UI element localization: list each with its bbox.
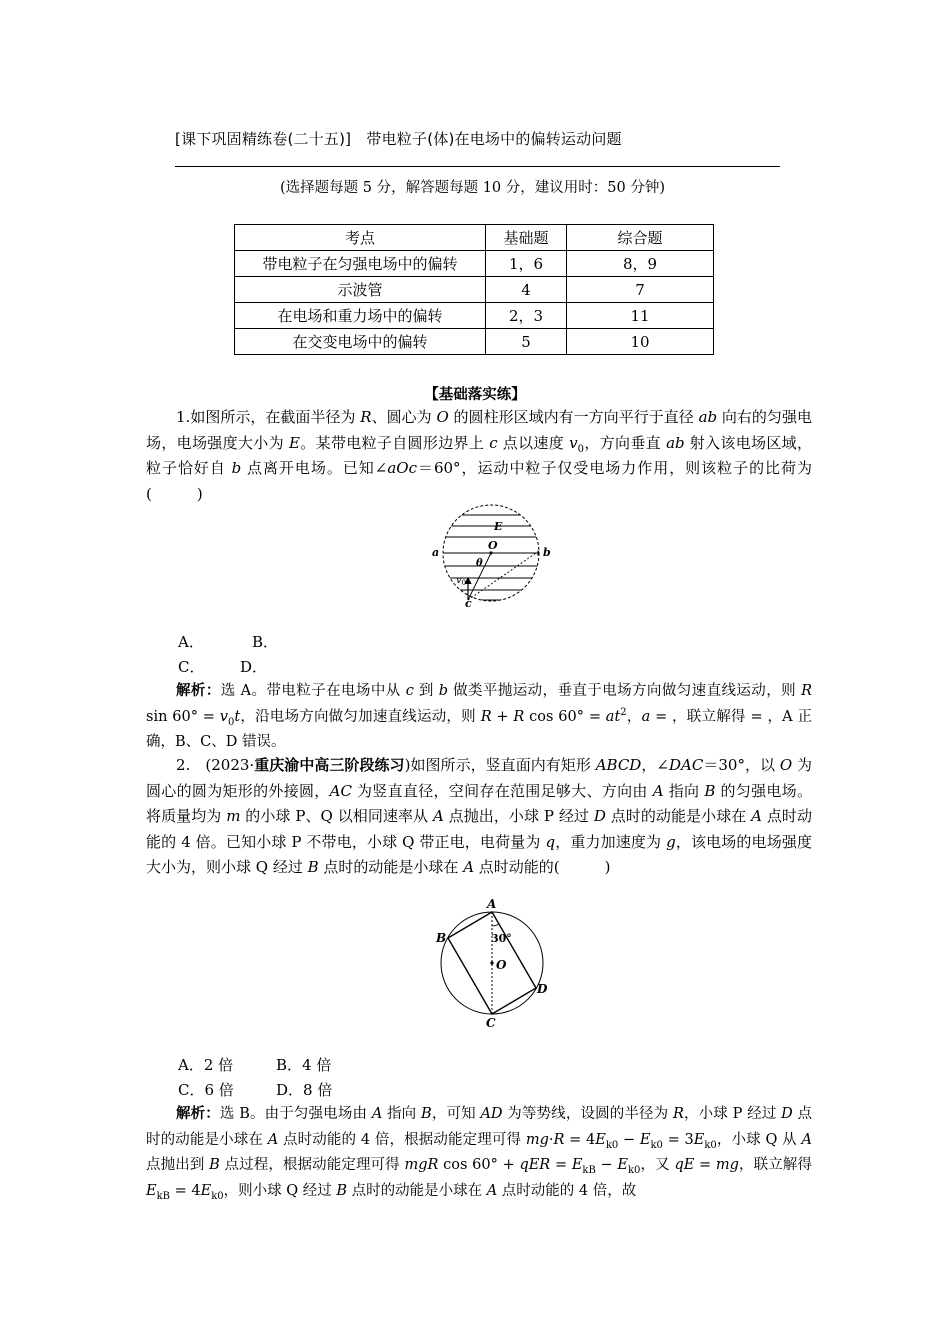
figure-2-angle-label: 30° [491, 932, 512, 945]
question-2-options-row-1 [178, 1054, 331, 1075]
table-cell: 5 [486, 329, 567, 355]
figure-2-rectangle-circle [430, 896, 555, 1028]
page-title: [课下巩固精练卷(二十五)] 带电粒子(体)在电场中的偏转运动问题 [175, 130, 622, 148]
option-c[interactable]: C．6 倍 [178, 1081, 234, 1099]
option-d[interactable]: D．8 倍 [276, 1081, 333, 1099]
figure-1-label-a: a [432, 546, 440, 559]
table-cell: 示波管 [235, 277, 486, 303]
question-2-options-row-2 [178, 1079, 332, 1100]
table-cell: 在交变电场中的偏转 [235, 329, 486, 355]
figure-1-label-v0: $v_0$ [456, 575, 467, 587]
table-row [235, 251, 714, 277]
question-1-options-row-2 [178, 656, 267, 677]
topic-table [234, 224, 714, 355]
figure-2-label-O: O [496, 958, 507, 972]
table-header-row [235, 225, 714, 251]
table-cell: 带电粒子在匀强电场中的偏转 [235, 251, 486, 277]
figure-2-label-D: D [537, 982, 548, 996]
option-d[interactable]: D． [240, 658, 268, 676]
question-1-analysis: 解析：选 A。带电粒子在电场中从 c 到 b 做类平抛运动，垂直于电场方向做匀速直线运动，则 R $\sin 60^\circ = v_0t$，沿电场方向做匀加速直线运动，则 R + R $\cos 60^\circ = at^2$，a = ，联立解得 = ，A 正确，B、C、D 错误。 [146, 682, 812, 750]
time-note: (选择题每题 5 分，解答题每题 10 分，建议用时：50 分钟) [280, 180, 665, 196]
table-cell: 8，9 [567, 251, 714, 277]
option-b[interactable]: B． [252, 633, 279, 651]
question-1-stem: 1.如图所示，在截面半径为 R、圆心为 O 的圆柱形区域内有一方向平行于直径 ab 向右的匀强电场，电场强度大小为 E。某带电粒子自圆形边界上 c 点以速度 $v_0$，方向垂直 ab 射入该电场区域，粒子恰好自 b 点离开电场。已知∠aOc＝60°，运动中粒子仅受电场力作用，则该粒子的比荷为( ) [146, 408, 812, 503]
section-heading: 【基础落实练】 [424, 387, 526, 403]
table-header: 考点 [235, 225, 486, 251]
table-row [235, 303, 714, 329]
table-header: 综合题 [567, 225, 714, 251]
table-header: 基础题 [486, 225, 567, 251]
analysis-label: 解析： [176, 1105, 220, 1122]
question-1 [146, 405, 812, 507]
table-cell: 11 [567, 303, 714, 329]
figure-1-label-b: b [543, 546, 551, 559]
figure-2-label-A: A [487, 897, 497, 911]
table-cell: 7 [567, 277, 714, 303]
table-cell: 10 [567, 329, 714, 355]
question-2 [146, 753, 812, 881]
title-divider [175, 166, 780, 167]
question-1-options-row-1 [178, 631, 278, 652]
question-2-analysis: 解析：选 B。由于匀强电场由 A 指向 B，可知 AD 为等势线，设圆的半径为 R，小球 P 经过 D 点时的动能是小球在 A 点时动能的 4 倍，根据动能定理可得 $mg\cdot R = 4E_{k0} - E_{k0} = 3E_{k0}$，小球 Q 从 A 点抛出到 B 点过程，根据动能定理可得 mgR cos 60° + qER = $E_{kB} - E_{k0}$，又 qE = mg，联立解得 $E_{kB} = 4E_{k0}$，则小球 Q 经过 B 点时的动能是小球在 A 点时动能的 4 倍，故 [146, 1105, 813, 1202]
figure-1-label-O: O [488, 539, 498, 552]
option-c[interactable]: C． [178, 658, 205, 676]
figure-1-label-c: c [465, 597, 472, 608]
figure-1-label-E: E [494, 520, 503, 533]
option-a[interactable]: A．2 倍 [178, 1056, 234, 1074]
figure-2-label-C: C [486, 1016, 496, 1028]
option-a[interactable]: A． [178, 633, 204, 651]
figure-1-label-theta: θ [476, 558, 483, 569]
table-row [235, 277, 714, 303]
table-cell: 在电场和重力场中的偏转 [235, 303, 486, 329]
table-cell: 4 [486, 277, 567, 303]
table-row [235, 329, 714, 355]
table-cell: 2，3 [486, 303, 567, 329]
figure-2-label-B: B [436, 931, 447, 945]
analysis-label: 解析： [176, 682, 221, 699]
option-b[interactable]: B．4 倍 [276, 1056, 332, 1074]
question-2-stem: 2. (2023·重庆渝中高三阶段练习)如图所示，竖直面内有矩形 ABCD，∠DAC＝30°，以 O 为圆心的圆为矩形的外接圆，AC 为竖直直径，空间存在范围足够大、方向由 A 指向 B 的匀强电场。将质量均为 m 的小球 P、Q 以相同速率从 A 点抛出，小球 P 经过 D 点时的动能是小球在 A 点时动能的 4 倍。已知小球 P 不带电，小球 Q 带正电，电荷量为 q，重力加速度为 g，该电场的电场强度大小为，则小球 Q 经过 B 点时的动能是小球在 A 点时动能的( ) [146, 756, 812, 876]
table-cell: 1，6 [486, 251, 567, 277]
figure-1-circle-field [428, 504, 558, 608]
